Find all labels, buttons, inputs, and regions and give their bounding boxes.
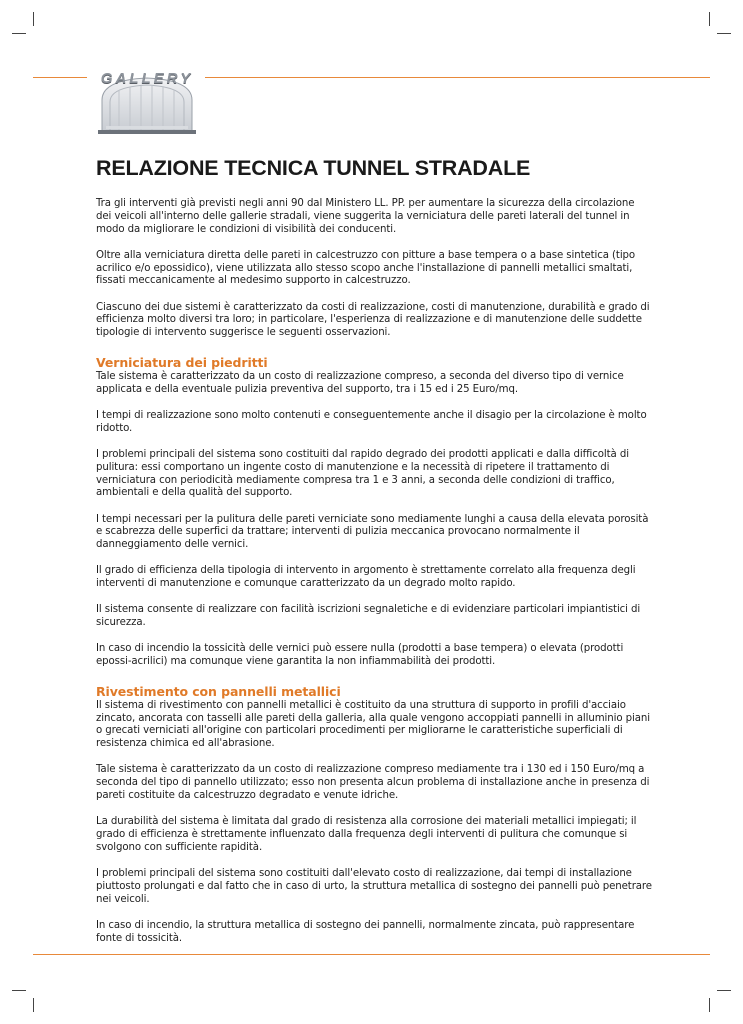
section-paragraph: Il sistema consente di realizzare con facilità iscrizioni segnaletiche e di evidenziare particolari impiantistici di sicurezza.: [96, 604, 641, 629]
crop-mark-top-right-v: [709, 12, 710, 26]
section-paragraph: Tale sistema è caratterizzato da un costo di realizzazione compreso, a seconda del diverso tipo di vernice applicata e della eventuale pulizia preventiva del supporto, tra i 15 ed i 25 Euro/mq.: [96, 370, 624, 395]
section-heading-verniciatura: Verniciatura dei piedritti: [96, 354, 268, 370]
section-paragraph: In caso di incendio, la struttura metallica di sostegno dei pannelli, normalmente zincata, può rappresentare fonte di tossicità.: [96, 919, 635, 944]
crop-mark-bottom-left-h: [12, 990, 26, 991]
crop-mark-bottom-right-v: [709, 998, 710, 1012]
crop-mark-bottom-left-v: [33, 998, 34, 1012]
logo-wordmark: GALLERY: [100, 70, 194, 87]
intro-paragraph: Ciascuno dei due sistemi è caratterizzato da costi di realizzazione, costi di manutenzione, durabilità e grado di efficienza molto diversi tra loro; in particolare, l'esperienza di realizzazione e di manutenzione delle suddette tipologie di intervento suggerisce le seguenti osservazioni.: [96, 301, 650, 339]
crop-mark-top-right-h: [717, 33, 731, 34]
document-body: [96, 198, 652, 959]
section-paragraph: In caso di incendio la tossicità delle vernici può essere nulla (prodotti a base tempera) o elevata (prodotti epossi-acrilici) ma comunque viene garantita la non infiammabilità dei prodotti.: [96, 643, 624, 668]
section-paragraph: I problemi principali del sistema sono costituiti dal rapido degrado dei prodotti applicati e dalla difficoltà di pulitura: essi comportano un ingente costo di manutenzione e la necessità di ripetere il trattamento di verniciatura con periodicità mediamente compresa tra 1 e 3 anni, a seconda delle condizioni di traffico, ambientali e della qualità del supporto.: [96, 448, 629, 499]
page-title: RELAZIONE TECNICA TUNNEL STRADALE: [96, 156, 531, 180]
section-paragraph: I tempi necessari per la pulitura delle pareti verniciate sono mediamente lunghi a causa della elevata porosità e scabrezza delle superfici da trattare; interventi di pulizia meccanica provocano normalmente il danneggiamento delle vernici.: [96, 513, 649, 551]
intro-paragraph: Oltre alla verniciatura diretta delle pareti in calcestruzzo con pitture a base tempera o a base sintetica (tipo acrilico e/o epossidico), viene utilizzata allo stesso scopo anche l'installazione di pannelli metallici smaltati, fissati meccanicamente al medesimo supporto in calcestruzzo.: [96, 249, 636, 287]
section-paragraph: Il sistema di rivestimento con pannelli metallici è costituito da una struttura di supporto in profili d'acciaio zincato, ancorata con tasselli alle pareti della galleria, alla quale vengono accoppiati pannelli in alluminio piani o grecati verniciati all'origine con particolari procedimenti per migliorarne le caratteristiche superficiali di resistenza chimica ed all'abrasione.: [96, 699, 650, 750]
section-paragraph: Il grado di efficienza della tipologia di intervento in argomento è strettamente correlato alla frequenza degli interventi di manutenzione e comunque caratterizzato da un degrado molto rapido.: [96, 565, 636, 590]
section-paragraph: Tale sistema è caratterizzato da un costo di realizzazione compreso mediamente tra i 130 ed i 150 Euro/mq a seconda del tipo di pannello utilizzato; esso non presenta alcun problema di installazione anche in presenza di pareti costituite da calcestruzzo degradato e venute idriche.: [96, 764, 650, 802]
crop-mark-top-left-v: [33, 12, 34, 26]
crop-mark-top-left-h: [12, 33, 26, 34]
section-paragraph: I tempi di realizzazione sono molto contenuti e conseguentemente anche il disagio per la circolazione è molto ridotto.: [96, 409, 647, 434]
section-heading-rivestimento: Rivestimento con pannelli metallici: [96, 683, 341, 699]
intro-paragraph: Tra gli interventi già previsti negli anni 90 dal Ministero LL. PP. per aumentare la sicurezza della circolazione dei veicoli all'interno delle gallerie stradali, viene suggerita la verniciatura delle pareti laterali del tunnel in modo da migliorare le condizioni di visibilità dei conducenti.: [96, 198, 635, 235]
header-rule-left: [33, 77, 87, 78]
section-paragraph: I problemi principali del sistema sono costituiti dall'elevato costo di realizzazione, dai tempi di installazione piuttosto prolungati e dal fatto che in caso di urto, la struttura metallica di sostegno dei pannelli può penetrare nei veicoli.: [96, 867, 652, 905]
crop-mark-bottom-right-h: [717, 990, 731, 991]
section-paragraph: La durabilità del sistema è limitata dal grado di resistenza alla corrosione dei materiali metallici impiegati; il grado di efficienza è strettamente influenzato dalla frequenza degli interventi di pulitura che comunque si svolgono con sufficiente rapidità.: [96, 816, 637, 853]
header-rule-right: [205, 77, 710, 78]
gallery-logo: [86, 60, 208, 138]
footer-rule: [33, 954, 710, 955]
